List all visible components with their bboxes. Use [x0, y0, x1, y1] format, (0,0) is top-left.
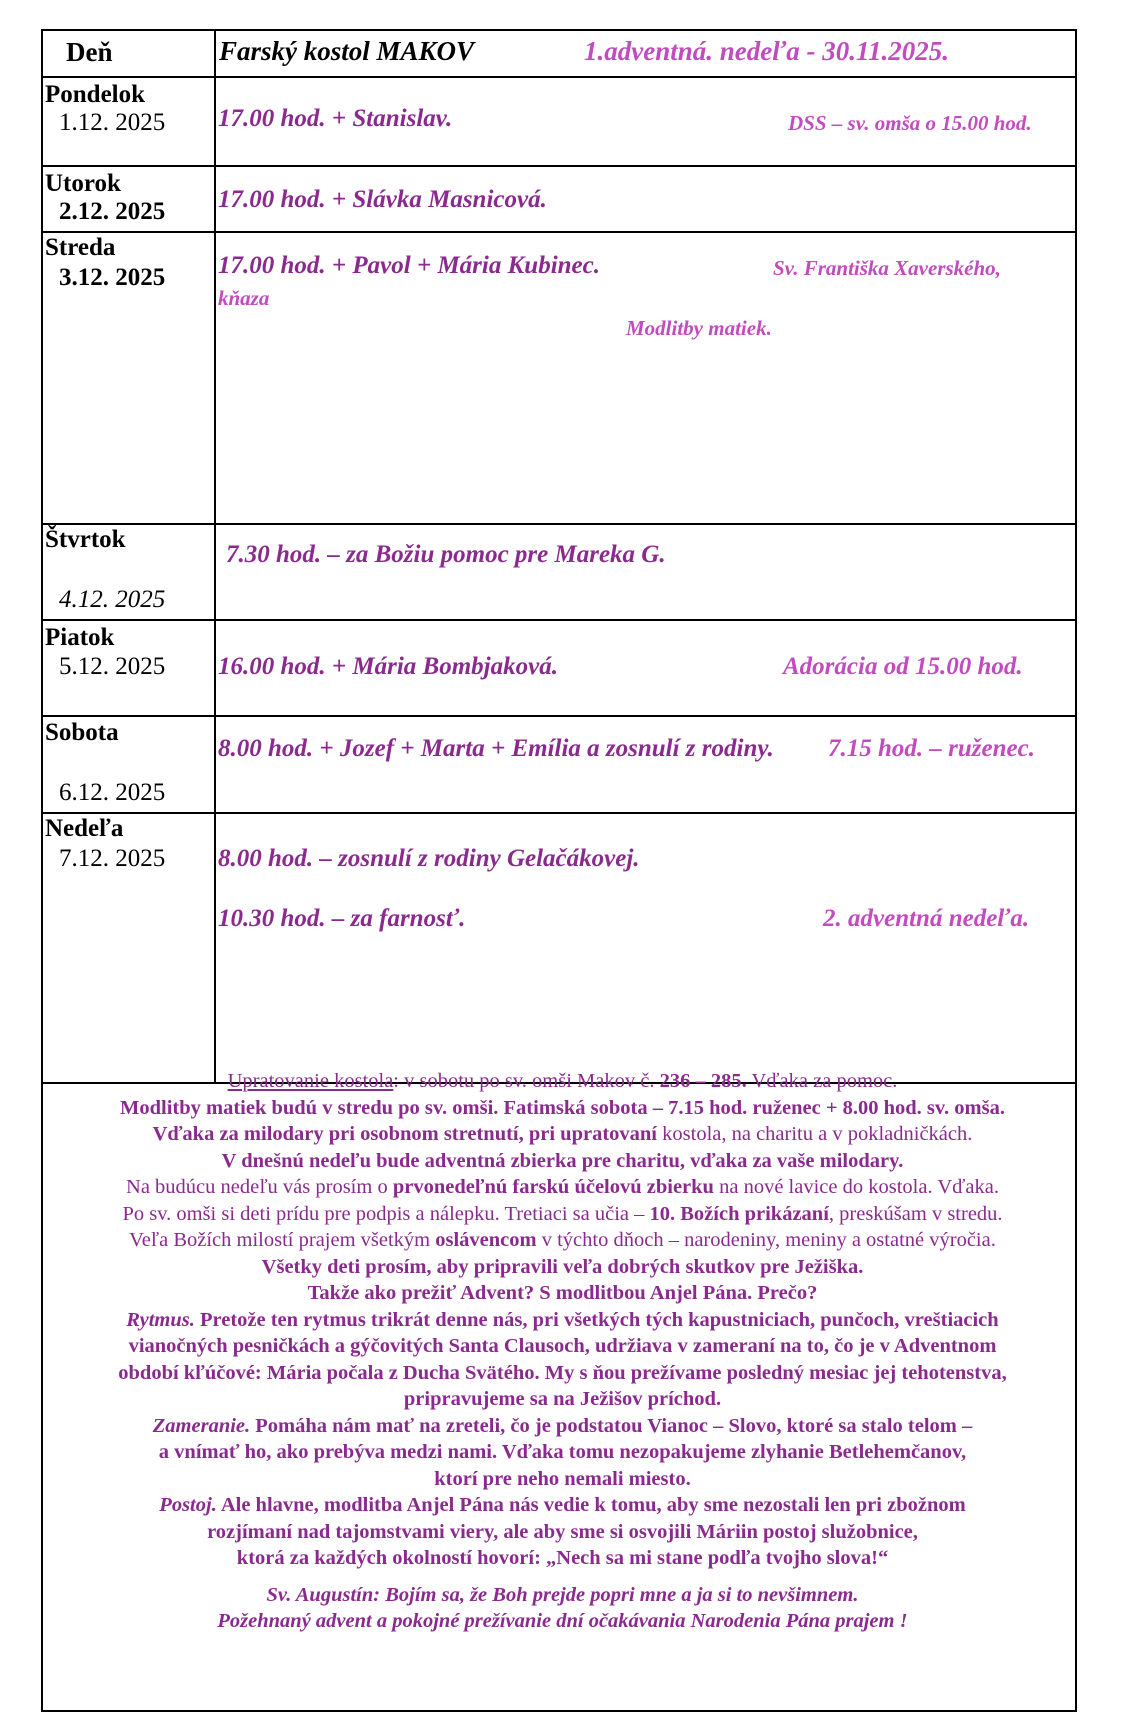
- rytmus-label: Rytmus.: [126, 1308, 195, 1331]
- day-name: Utorok: [45, 170, 121, 197]
- announcements: [0, 1068, 1125, 1635]
- announcement-line: pripravujeme sa na Ježišov príchod.: [403, 1388, 722, 1410]
- announcement-line: Takže ako prežiť Advent? S modlitbou Anjel Pána. Prečo?: [307, 1282, 818, 1304]
- rytmus-paragraph: Rytmus. Pretože ten rytmus trikrát denne nás, pri všetkých tých kapustniciach, punčoch, vreštiacich: [126, 1308, 999, 1331]
- schedule-header: [43, 31, 1075, 78]
- day-row-monday: [43, 78, 1075, 167]
- announcement-line: ktorá za každých okolností hovorí: „Nech sa mi stane podľa tvojho slova!“: [236, 1547, 889, 1569]
- day-name: Streda: [45, 234, 116, 261]
- augustine-quote: Sv. Augustín: Bojím sa, že Boh prejde popri mne a ja si to nevšimnem.: [266, 1583, 859, 1606]
- announcement-line: a vnímať ho, ako prebýva medzi nami. Vďaka tomu nezopakujeme zlyhanie Betlehemčanov,: [158, 1441, 967, 1463]
- day-name: Sobota: [45, 719, 119, 746]
- day-date: 5.12. 2025: [59, 653, 166, 680]
- spacer: [0, 1572, 1125, 1582]
- day-row-sunday: [43, 814, 1075, 1084]
- announcement-line: rozjímaní nad tajomstvami viery, ale aby sme si osvojili Máriin postoj služobnice,: [207, 1520, 918, 1543]
- day-row-friday: [43, 621, 1075, 717]
- mass-entry: 17.00 hod. + Stanislav.: [218, 105, 453, 132]
- announcement-line: Vďaka za milodary pri osobnom stretnutí, pri upratovaní kostola, na charitu a v pokladničkách.: [152, 1123, 973, 1145]
- day-row-thursday: [43, 525, 1075, 621]
- announcement-line: Modlitby matiek budú v stredu po sv. omši. Fatimská sobota – 7.15 hod. ruženec + 8.00 hod. sv. omša.: [120, 1096, 1005, 1119]
- cleaning-line: Upratovanie kostola: v sobotu po sv. omši Makov č. 236 – 285. Vďaka za pomoc.: [227, 1070, 898, 1092]
- day-name: Pondelok: [45, 81, 146, 108]
- day-note: Adorácia od 15.00 hod.: [783, 653, 1023, 680]
- header-occasion: 1.adventná. nedeľa - 30.11.2025.: [584, 36, 950, 66]
- day-name: Štvrtok: [45, 526, 126, 553]
- mass-entry: 17.00 hod. + Pavol + Mária Kubinec.: [218, 252, 600, 279]
- day-date: 2.12. 2025: [59, 198, 166, 225]
- announcement-line: období kľúčové: Mária počala z Ducha Svätého. My s ňou prežívame posledný mesiac jej tehotenstva,: [118, 1361, 1007, 1384]
- announcement-line: vianočných pesničkách a gýčovitých Santa Clausoch, udržiava v zameraní na to, čo je v Adventnom: [128, 1335, 997, 1357]
- announcement-line: Všetky deti prosím, aby pripravili veľa dobrých skutkov pre Ježiška.: [261, 1255, 864, 1278]
- announcement-line: Po sv. omši si deti prídu pre podpis a nálepku. Tretiaci sa učia – 10. Božích prikázaní, preskúšam v stredu.: [122, 1202, 1003, 1225]
- day-date: 7.12. 2025: [59, 845, 166, 872]
- mass-entry: 7.30 hod. – za Božiu pomoc pre Mareka G.: [226, 541, 666, 568]
- day-date: 4.12. 2025: [59, 586, 166, 613]
- mass-entry: 10.30 hod. – za farnosť.: [218, 905, 466, 932]
- day-date: 3.12. 2025: [59, 264, 166, 291]
- day-note-secondary: Modlitby matiek.: [626, 316, 772, 340]
- announcement-line: V dnešnú nedeľu bude adventná zbierka pre charitu, vďaka za vaše milodary.: [221, 1149, 904, 1172]
- day-date: 1.12. 2025: [59, 109, 166, 136]
- announcement-line: Veľa Božích milostí prajem všetkým oslávencom v týchto dňoch – narodeniny, meniny a ostatné výročia.: [129, 1229, 996, 1251]
- day-note: 2. adventná nedeľa.: [823, 905, 1030, 932]
- closing-blessing: Požehnaný advent a pokojné prežívanie dní očakávania Narodenia Pána prajem !: [217, 1610, 908, 1632]
- postoj-paragraph: Postoj. Ale hlavne, modlitba Anjel Pána nás vedie k tomu, aby sme nezostali len pri zbožnom: [159, 1494, 966, 1516]
- postoj-label: Postoj.: [159, 1494, 217, 1516]
- mass-entry: 8.00 hod. + Jozef + Marta + Emília a zosnulí z rodiny.: [218, 735, 774, 762]
- header-church: Farský kostol MAKOV: [219, 36, 475, 66]
- mass-entry: 17.00 hod. + Slávka Masnicová.: [218, 186, 547, 213]
- day-name: Piatok: [45, 624, 115, 651]
- mass-entry: 16.00 hod. + Mária Bombjaková.: [218, 653, 558, 680]
- cleaning-label: Upratovanie kostola: [227, 1070, 394, 1092]
- day-row-saturday: [43, 717, 1075, 814]
- mass-entry: 8.00 hod. – zosnulí z rodiny Gelačákovej.: [218, 845, 640, 872]
- day-note-continued: kňaza: [218, 286, 270, 310]
- day-row-wednesday: [43, 233, 1075, 525]
- day-note: DSS – sv. omša o 15.00 hod.: [788, 111, 1032, 135]
- day-note: Sv. Františka Xaverského,: [773, 256, 1001, 280]
- header-day-label: Deň: [66, 37, 113, 67]
- day-note: 7.15 hod. – ruženec.: [828, 735, 1035, 762]
- day-name: Nedeľa: [45, 815, 124, 842]
- day-date: 6.12. 2025: [59, 779, 166, 806]
- announcement-line: Na budúcu nedeľu vás prosím o prvonedeľnú farskú účelovú zbierku na nové lavice do kostola. Vďaka.: [126, 1176, 999, 1198]
- zameranie-paragraph: Zameranie. Pomáha nám mať na zreteli, čo je podstatou Vianoc – Slovo, ktoré sa stalo telom –: [152, 1414, 973, 1437]
- announcement-line: ktorí pre neho nemali miesto.: [434, 1467, 691, 1490]
- zameranie-label: Zameranie.: [152, 1414, 251, 1437]
- day-row-tuesday: [43, 167, 1075, 233]
